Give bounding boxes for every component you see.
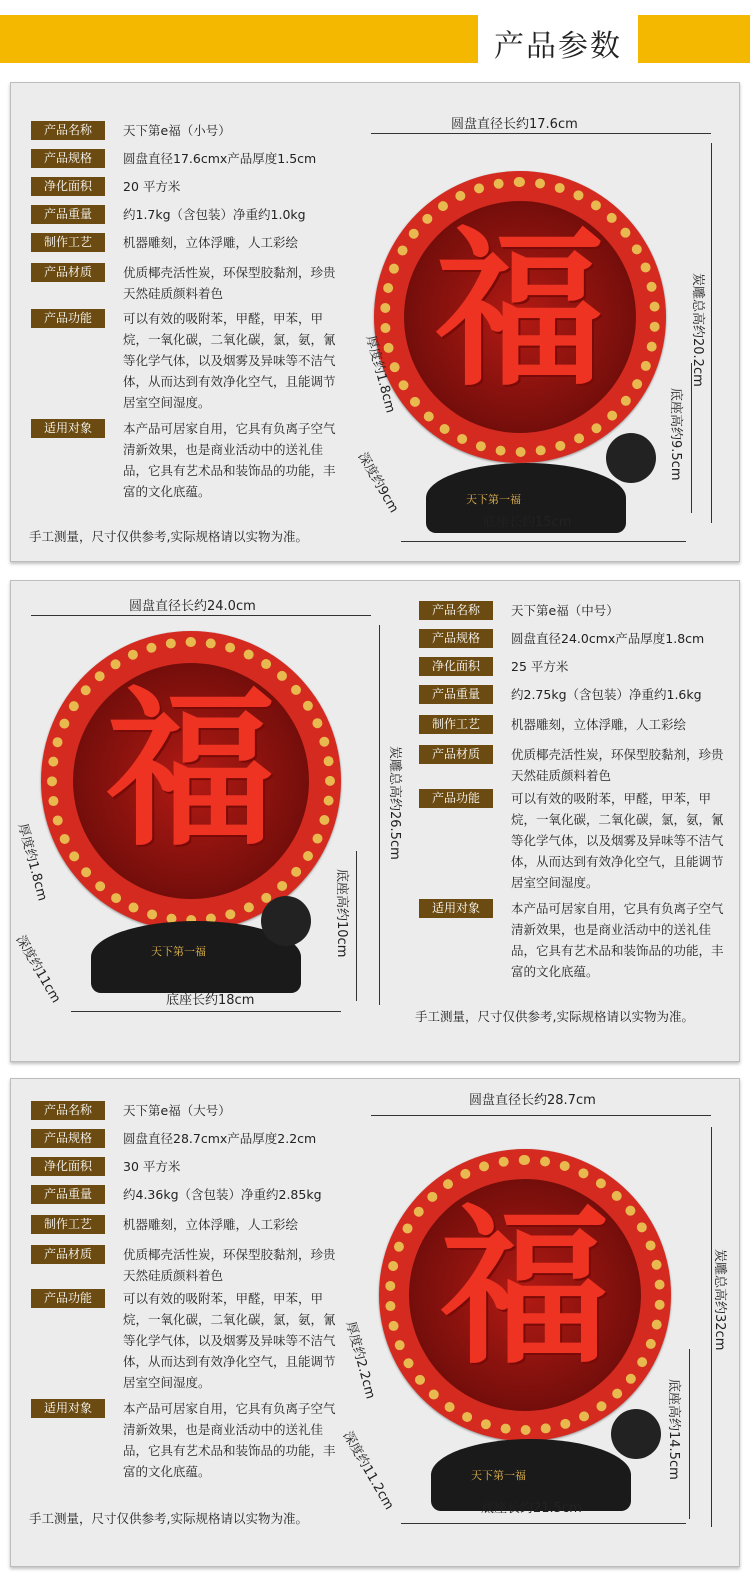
diameter-label: 圆盘直径长约24.0cm bbox=[129, 599, 256, 614]
section-header bbox=[0, 15, 750, 63]
product-panel-small bbox=[10, 82, 740, 562]
height-label: 炭雕总高约32cm bbox=[712, 1249, 727, 1351]
medallion bbox=[379, 1149, 671, 1441]
spec-tag: 产品功能 bbox=[31, 1289, 105, 1308]
fu-character: 福 bbox=[105, 670, 276, 870]
height-line bbox=[711, 143, 712, 523]
base-height-label: 底座高约9.5cm bbox=[668, 388, 683, 481]
product-panel-large bbox=[10, 1078, 740, 1567]
spec-tag: 产品重量 bbox=[419, 685, 493, 704]
depth-label: 深度约11.2cm bbox=[339, 1429, 397, 1513]
spec-value: 优质椰壳活性炭，环保型胶黏剂，珍贵天然硅质颜料着色 bbox=[123, 265, 336, 301]
base-length-line bbox=[401, 1523, 686, 1524]
flower-ornament bbox=[261, 896, 311, 946]
measurement-note: 手工测量，尺寸仅供参考,实际规格请以实物为准。 bbox=[29, 529, 308, 544]
product-image bbox=[41, 621, 341, 1011]
spec-value: 本产品可居家自用，它具有负离子空气清新效果，也是商业活动中的送礼佳品，它具有艺术品和装饰品的功能，丰富的文化底蕴。 bbox=[511, 901, 724, 979]
spec-value: 约2.75kg（含包装）净重约1.6kg bbox=[511, 687, 702, 702]
base-plate-text: 天下第一福 bbox=[151, 945, 206, 958]
height-line bbox=[379, 625, 380, 1005]
spec-value: 本产品可居家自用，它具有负离子空气清新效果，也是商业活动中的送礼佳品，它具有艺术品和装饰品的功能，丰富的文化底蕴。 bbox=[123, 1401, 336, 1479]
spec-value: 天下第e福（中号） bbox=[511, 603, 619, 618]
spec-tag: 产品材质 bbox=[31, 1245, 105, 1264]
spec-value: 圆盘直径24.0cmx产品厚度1.8cm bbox=[511, 631, 705, 646]
spec-tag: 制作工艺 bbox=[31, 233, 105, 252]
spec-value: 可以有效的吸附苯，甲醛，甲苯，甲烷，一氧化碳，二氧化碳，氯，氨，氰等化学气体，以及烟雾及异味等不洁气体，从而达到有效净化空气，且能调节居室空间湿度。 bbox=[123, 1291, 336, 1390]
spec-tag: 产品材质 bbox=[419, 745, 493, 764]
spec-tag: 产品名称 bbox=[31, 121, 105, 140]
measurement-note: 手工测量，尺寸仅供参考,实际规格请以实物为准。 bbox=[415, 1009, 694, 1024]
spec-value: 天下第e福（大号） bbox=[123, 1103, 231, 1118]
spec-value: 20 平方米 bbox=[123, 179, 181, 194]
base-length-line bbox=[71, 1011, 341, 1012]
spec-tag: 产品材质 bbox=[31, 263, 105, 282]
fu-character: 福 bbox=[439, 1188, 610, 1388]
diameter-line bbox=[31, 615, 371, 616]
base-height-line bbox=[691, 363, 692, 513]
measurement-note: 手工测量，尺寸仅供参考,实际规格请以实物为准。 bbox=[29, 1511, 308, 1526]
spec-value: 本产品可居家自用，它具有负离子空气清新效果，也是商业活动中的送礼佳品，它具有艺术品和装饰品的功能，丰富的文化底蕴。 bbox=[123, 421, 336, 499]
spec-value: 天下第e福（小号） bbox=[123, 123, 231, 138]
base-height-line bbox=[689, 1349, 690, 1519]
thickness-label: 厚度约2.2cm bbox=[342, 1320, 378, 1401]
base-plate-text: 天下第一福 bbox=[466, 493, 521, 506]
depth-label: 深度约11cm bbox=[12, 933, 64, 1006]
diameter-line bbox=[371, 133, 711, 134]
spec-tag: 适用对象 bbox=[419, 899, 493, 918]
spec-value: 约1.7kg（含包装）净重约1.0kg bbox=[123, 207, 306, 222]
diameter-line bbox=[371, 1115, 711, 1116]
spec-value: 机器雕刻，立体浮雕，人工彩绘 bbox=[511, 717, 687, 732]
spec-tag: 产品重量 bbox=[31, 205, 105, 224]
section-title: 产品参数 bbox=[494, 29, 622, 64]
spec-tag: 净化面积 bbox=[31, 1157, 105, 1176]
spec-tag: 产品规格 bbox=[31, 149, 105, 168]
spec-value: 机器雕刻，立体浮雕，人工彩绘 bbox=[123, 1217, 299, 1232]
spec-tag: 产品名称 bbox=[31, 1101, 105, 1120]
height-label: 炭雕总高约20.2cm bbox=[690, 273, 705, 387]
spec-value: 优质椰壳活性炭，环保型胶黏剂，珍贵天然硅质颜料着色 bbox=[511, 747, 724, 783]
spec-value: 可以有效的吸附苯，甲醛，甲苯，甲烷，一氧化碳，二氧化碳，氯，氨，氰等化学气体，以及烟雾及异味等不洁气体，从而达到有效净化空气，且能调节居室空间湿度。 bbox=[123, 311, 336, 410]
spec-tag: 制作工艺 bbox=[419, 715, 493, 734]
base-length-label: 底座长约15cm bbox=[483, 515, 572, 530]
thickness-label: 厚度约1.8cm bbox=[14, 822, 50, 903]
spec-value: 约4.36kg（含包装）净重约2.85kg bbox=[123, 1187, 322, 1202]
spec-value: 圆盘直径28.7cmx产品厚度2.2cm bbox=[123, 1131, 317, 1146]
spec-value: 机器雕刻，立体浮雕，人工彩绘 bbox=[123, 235, 299, 250]
flower-ornament bbox=[606, 433, 656, 483]
flower-ornament bbox=[611, 1409, 661, 1459]
fu-character: 福 bbox=[434, 210, 605, 410]
diameter-label: 圆盘直径长约28.7cm bbox=[469, 1093, 596, 1108]
spec-tag: 净化面积 bbox=[419, 657, 493, 676]
medallion bbox=[41, 631, 341, 931]
spec-value: 30 平方米 bbox=[123, 1159, 181, 1174]
base-plate-text: 天下第一福 bbox=[471, 1469, 526, 1482]
spec-tag: 适用对象 bbox=[31, 419, 105, 438]
spec-value: 优质椰壳活性炭，环保型胶黏剂，珍贵天然硅质颜料着色 bbox=[123, 1247, 336, 1283]
spec-tag: 制作工艺 bbox=[31, 1215, 105, 1234]
base-length-label: 底座长约21.5cm bbox=[481, 1501, 582, 1516]
product-image bbox=[371, 1129, 671, 1529]
spec-tag: 产品功能 bbox=[31, 309, 105, 328]
spec-value: 可以有效的吸附苯，甲醛，甲苯，甲烷，一氧化碳，二氧化碳，氯，氨，氰等化学气体，以及烟雾及异味等不洁气体，从而达到有效净化空气，且能调节居室空间湿度。 bbox=[511, 791, 724, 890]
spec-tag: 产品名称 bbox=[419, 601, 493, 620]
spec-tag: 产品规格 bbox=[31, 1129, 105, 1148]
spec-value: 圆盘直径17.6cmx产品厚度1.5cm bbox=[123, 151, 317, 166]
height-label: 炭雕总高约26.5cm bbox=[387, 746, 402, 860]
thickness-label: 厚度约1.8cm bbox=[362, 334, 398, 415]
spec-tag: 产品功能 bbox=[419, 789, 493, 808]
product-panel-medium bbox=[10, 580, 740, 1062]
base-length-line bbox=[401, 541, 686, 542]
product-image bbox=[366, 163, 666, 543]
medallion bbox=[374, 171, 666, 463]
base-length-label: 底座长约18cm bbox=[166, 993, 255, 1008]
spec-tag: 产品规格 bbox=[419, 629, 493, 648]
spec-value: 25 平方米 bbox=[511, 659, 569, 674]
diameter-label: 圆盘直径长约17.6cm bbox=[451, 117, 578, 132]
spec-tag: 适用对象 bbox=[31, 1399, 105, 1418]
spec-tag: 产品重量 bbox=[31, 1185, 105, 1204]
base-height-line bbox=[356, 851, 357, 1001]
spec-tag: 净化面积 bbox=[31, 177, 105, 196]
base-height-label: 底座高约10cm bbox=[334, 869, 349, 958]
base-height-label: 底座高约14.5cm bbox=[666, 1379, 681, 1480]
depth-label: 深度约9cm bbox=[354, 450, 402, 516]
